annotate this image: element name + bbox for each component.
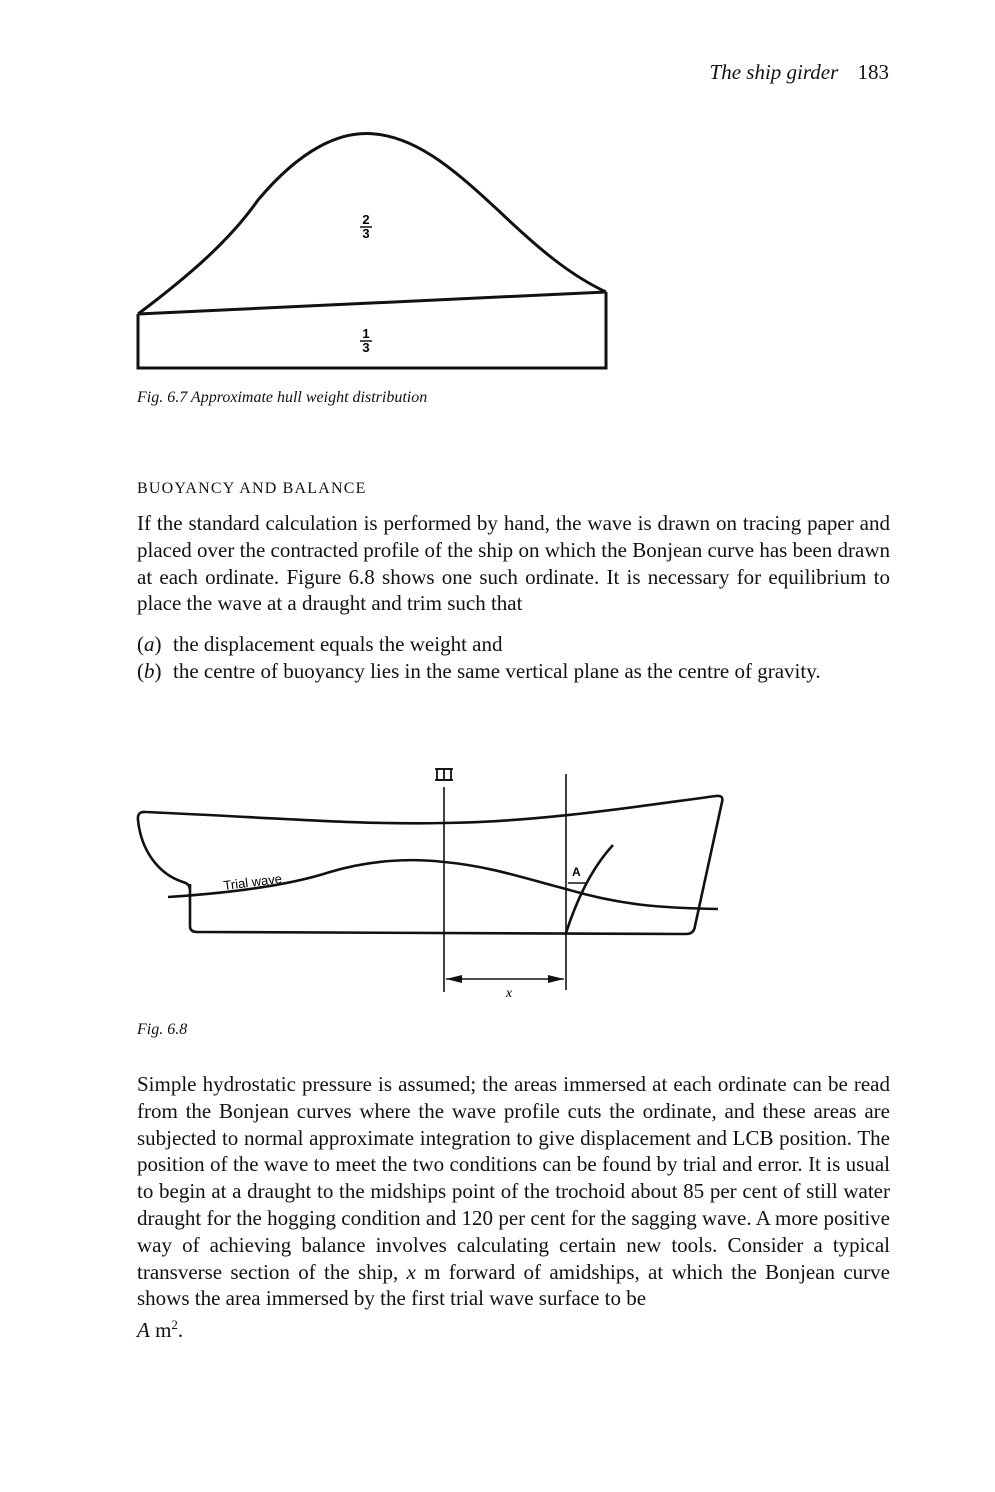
dimension-x-label: x	[505, 986, 513, 1001]
bonjean-curve	[566, 845, 613, 933]
variable-x: x	[406, 1259, 416, 1284]
arrowhead-right	[548, 975, 564, 983]
running-head-title: The ship girder	[709, 60, 839, 84]
svg-text:3: 3	[362, 340, 370, 355]
arrowhead-left	[446, 975, 462, 983]
point-a-label: A	[572, 865, 581, 879]
page-number: 183	[857, 60, 889, 84]
ship-profile	[138, 796, 723, 934]
svg-text:1: 1	[362, 326, 370, 341]
condition-marker: (a)	[137, 632, 162, 656]
trial-wave-label: Trial wave	[222, 870, 283, 893]
section-heading: BUOYANCY AND BALANCE	[137, 480, 367, 497]
paragraph-1: If the standard calculation is performed by hand, the wave is drawn on tracing paper and placed over the contracted profile of the ship on which the Bonjean curve has been drawn at each ordinate. Figure 6.8 shows one such ordinate. It is necessary for equilibrium to place the wave at a draught and trim such that	[137, 511, 890, 616]
amidships-symbol-icon	[435, 769, 453, 780]
condition-text: the displacement equals the weight and	[173, 632, 503, 656]
condition-marker: (b)	[137, 658, 162, 683]
paragraph-2: Simple hydrostatic pressure is assumed; the areas immersed at each ordinate can be read from the Bonjean curves where the wave profile cuts the ordinate, and these areas are subjected to normal approximate integration to give displacement and LCB position. The position of the wave to meet the two conditions can be found by trial and error. It is usual to begin at a draught to the midships point of the trochoid about 85 per cent of still water draught for the hogging condition and 120 per cent for the sagging wave. A more positive way of achieving balance involves calculating certain new tools. Consider a typical transverse section of the ship, x m forward of amidships, at which the Bonjean curve shows the area immersed by the first trial wave surface to be A $m^2$.	[137, 1072, 890, 1343]
figure-6-8-caption: Fig. 6.8	[137, 1021, 188, 1038]
svg-text:3: 3	[362, 226, 370, 241]
figure-6-7-caption: Fig. 6.7 Approximate hull weight distribution	[137, 389, 428, 406]
condition-text: the centre of buoyancy lies in the same vertical plane as the centre of gravity.	[173, 658, 821, 683]
variable-a: A	[137, 1318, 150, 1343]
svg-text:2: 2	[362, 212, 370, 227]
